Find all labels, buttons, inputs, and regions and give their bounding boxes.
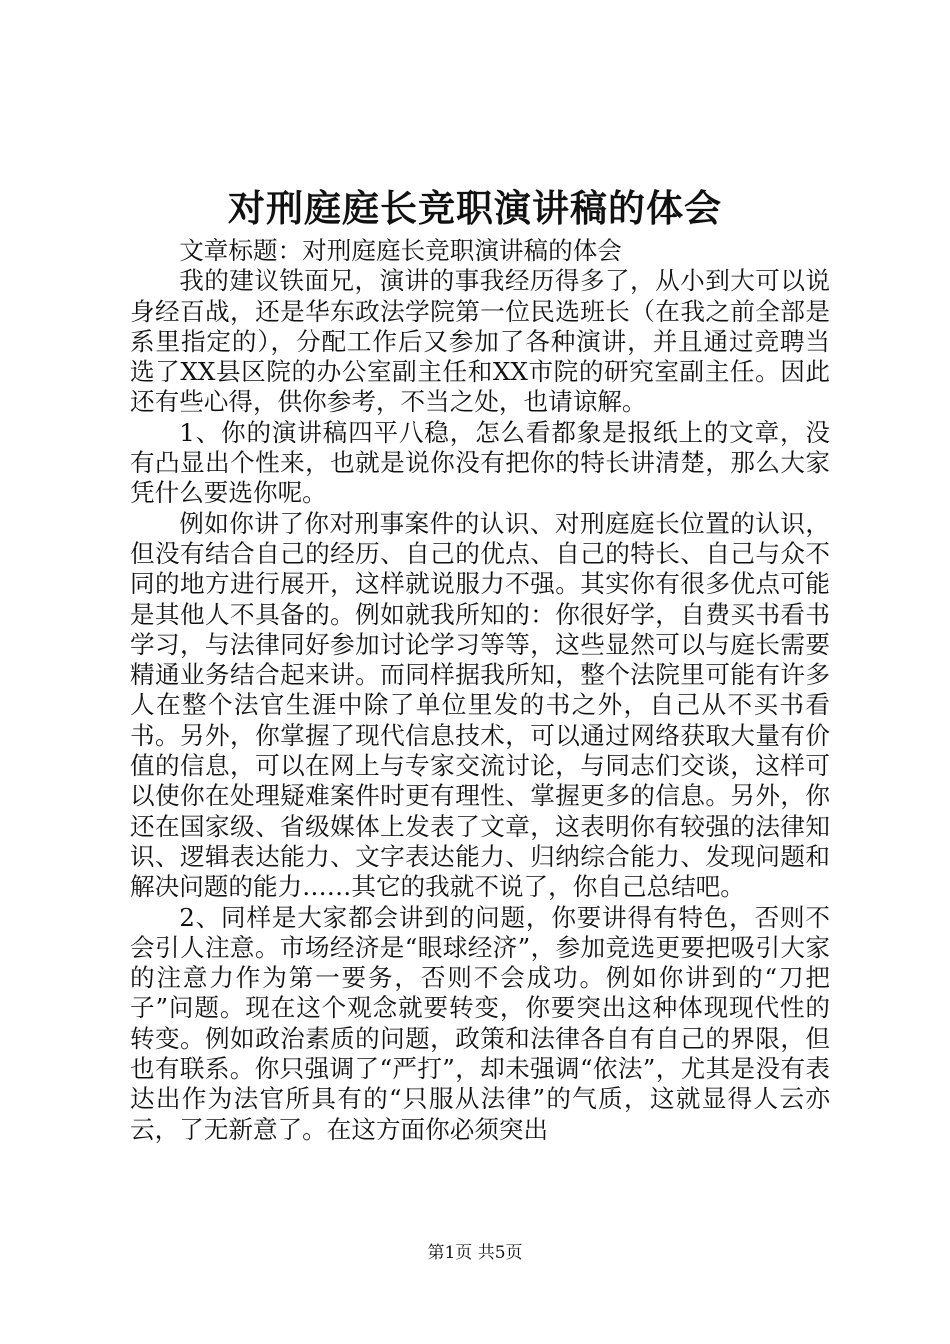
article-title-line: 文章标题：对刑庭庭长竞职演讲稿的体会 [179,236,622,265]
document-body [130,236,830,1145]
paragraph-point-1: 1、你的演讲稿四平八稳，怎么看都象是报纸上的文章，没有凸显出个性来，也就是说你没有把你的特长讲清楚，那么大家凭什么要选你呢。 [130,417,830,508]
paragraph-point-2: 2、同样是大家都会讲到的问题，你要讲得有特色，否则不会引人注意。市场经济是“眼球经济”，参加竞选更要把吸引大家的注意力作为第一要务，否则不会成功。例如你讲到的“刀把子”问题。现在这个观念就要转变，你要突出这种体现现代性的转变。例如政治素质的问题，政策和法律各自有自己的界限，但也有联系。你只强调了“严打”，却未强调“依法”，尤其是没有表达出作为法官所具有的“只服从法律”的气质，这就显得人云亦云，了无新意了。在这方面你必须突出 [130,902,830,1144]
page-number-footer: 第1页 共5页 [427,1243,523,1263]
paragraph-example: 例如你讲了你对刑事案件的认识、对刑庭庭长位置的认识，但没有结合自己的经历、自己的优点、自己的特长、自己与众不同的地方进行展开，这样就说服力不强。其实你有很多优点可能是其他人不具备的。例如就我所知的：你很好学，自费买书看书学习，与法律同好参加讨论学习等等，这些显然可以与庭长需要精通业务结合起来讲。而同样据我所知，整个法院里可能有许多人在整个法官生涯中除了单位里发的书之外，自己从不买书看书。另外，你掌握了现代信息技术，可以通过网络获取大量有价值的信息，可以在网上与专家交流讨论，与同志们交谈，这样可以使你在处理疑难案件时更有理性、掌握更多的信息。另外，你还在国家级、省级媒体上发表了文章，这表明你有较强的法律知识、逻辑表达能力、文字表达能力、归纳综合能力、发现问题和解决问题的能力……其它的我就不说了，你自己总结吧。 [130,508,830,902]
document-title: 对刑庭庭长竞职演讲稿的体会 [228,186,722,230]
paragraph-intro: 我的建议铁面兄，演讲的事我经历得多了，从小到大可以说身经百战，还是华东政法学院第一位民选班长（在我之前全部是系里指定的），分配工作后又参加了各种演讲，并且通过竞聘当选了XX县区院的办公室副主任和XX市院的研究室副主任。因此还有些心得，供你参考，不当之处，也请谅解。 [130,266,830,417]
